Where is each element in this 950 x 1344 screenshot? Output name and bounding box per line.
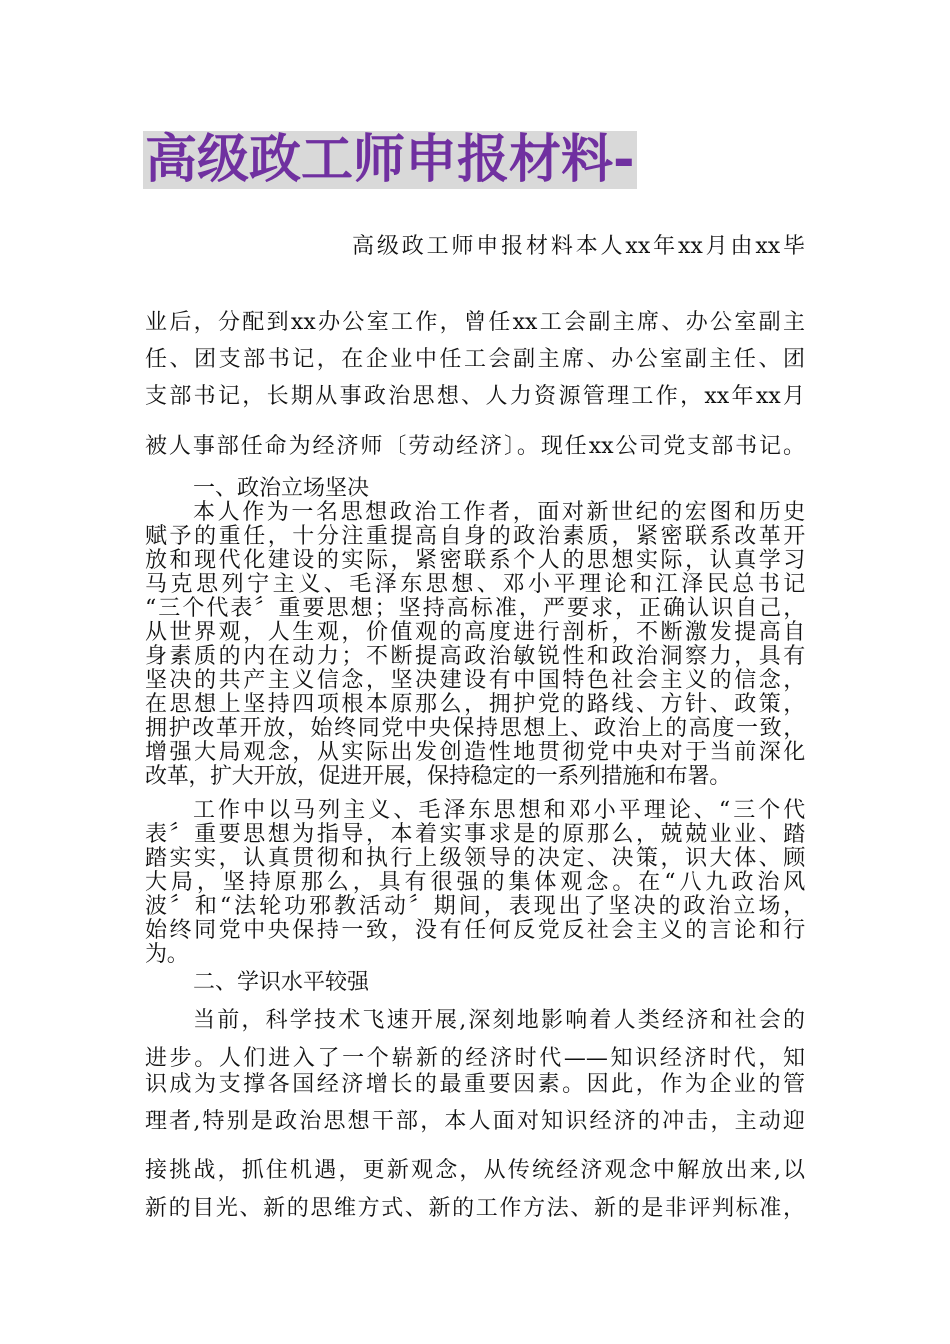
paragraph-line: 波〞和“法轮功邪教活动〞期间，表现出了坚决的政治立场， <box>145 894 805 919</box>
paragraph-line: 在思想上坚持四项根本原那么，拥护党的路线、方针、政策， <box>145 692 805 717</box>
section-heading: 一、政治立场坚决 <box>193 476 370 501</box>
paragraph-line: 身素质的内在动力；不断提高政治敏锐性和政治洞察力，具有 <box>145 644 805 669</box>
paragraph-line: “三个代表〞重要思想；坚持高标准，严要求，正确认识自己， <box>145 596 805 621</box>
paragraph-line: 大局，坚持原那么，具有很强的集体观念。在“八九政治风 <box>145 870 805 895</box>
paragraph-line: 坚决的共产主义信念，坚决建设有中国特色社会主义的信念， <box>145 668 805 693</box>
paragraph-line: 任、团支部书记，在企业中任工会副主席、办公室副主任、团 <box>145 347 805 372</box>
paragraph-line: 放和现代化建设的实际，紧密联系个人的思想实际，认真学习 <box>145 548 805 573</box>
paragraph-line: 工作中以马列主义、毛泽东思想和邓小平理论、“三个代 <box>193 798 805 823</box>
paragraph-line: 支部书记，长期从事政治思想、人力资源管理工作，xx年xx月 <box>145 384 805 409</box>
paragraph-line: 本人作为一名思想政治工作者，面对新世纪的宏图和历史 <box>193 500 805 525</box>
paragraph-line: 增强大局观念，从实际出发创造性地贯彻党中央对于当前深化 <box>145 740 805 765</box>
paragraph-line: 接挑战，抓住机遇，更新观念，从传统经济观念中解放出来,以 <box>145 1158 805 1183</box>
paragraph-line: 新的目光、新的思维方式、新的工作方法、新的是非评判标准， <box>145 1196 805 1221</box>
paragraph-line: 进步。人们进入了一个崭新的经济时代——知识经济时代，知 <box>145 1046 805 1071</box>
document-title: 高级政工师申报材料- <box>145 130 635 190</box>
paragraph-line: 踏实实，认真贯彻和执行上级领导的决定、决策，识大体、顾 <box>145 846 805 871</box>
paragraph-line: 改革，扩大开放，促进开展，保持稳定的一系列措施和布署。 <box>145 764 731 789</box>
section-heading: 二、学识水平较强 <box>193 970 370 995</box>
paragraph-line: 为。 <box>145 942 189 967</box>
paragraph-line: 马克思列宁主义、毛泽东思想、邓小平理论和江泽民总书记 <box>145 572 805 597</box>
paragraph-line: 赋予的重任，十分注重提高自身的政治素质，紧密联系改革开 <box>145 524 805 549</box>
paragraph-line: 高级政工师申报材料本人xx年xx月由xx毕 <box>352 234 805 259</box>
paragraph-line: 业后，分配到xx办公室工作，曾任xx工会副主席、办公室副主 <box>145 310 805 335</box>
paragraph-line: 当前，科学技术飞速开展,深刻地影响着人类经济和社会的 <box>193 1008 805 1033</box>
paragraph-line: 从世界观，人生观，价值观的高度进行剖析，不断激发提高自 <box>145 620 805 645</box>
paragraph-line: 表〞重要思想为指导，本着实事求是的原那么，兢兢业业、踏 <box>145 822 805 847</box>
paragraph-line: 理者,特别是政治思想干部，本人面对知识经济的冲击，主动迎 <box>145 1109 805 1134</box>
paragraph-line: 被人事部任命为经济师〔劳动经济〕。现任xx公司党支部书记。 <box>145 434 805 459</box>
paragraph-line: 识成为支撑各国经济增长的最重要因素。因此，作为企业的管 <box>145 1072 805 1097</box>
paragraph-line: 拥护改革开放，始终同党中央保持思想上、政治上的高度一致， <box>145 716 805 741</box>
paragraph-line: 始终同党中央保持一致，没有任何反党反社会主义的言论和行 <box>145 918 805 943</box>
